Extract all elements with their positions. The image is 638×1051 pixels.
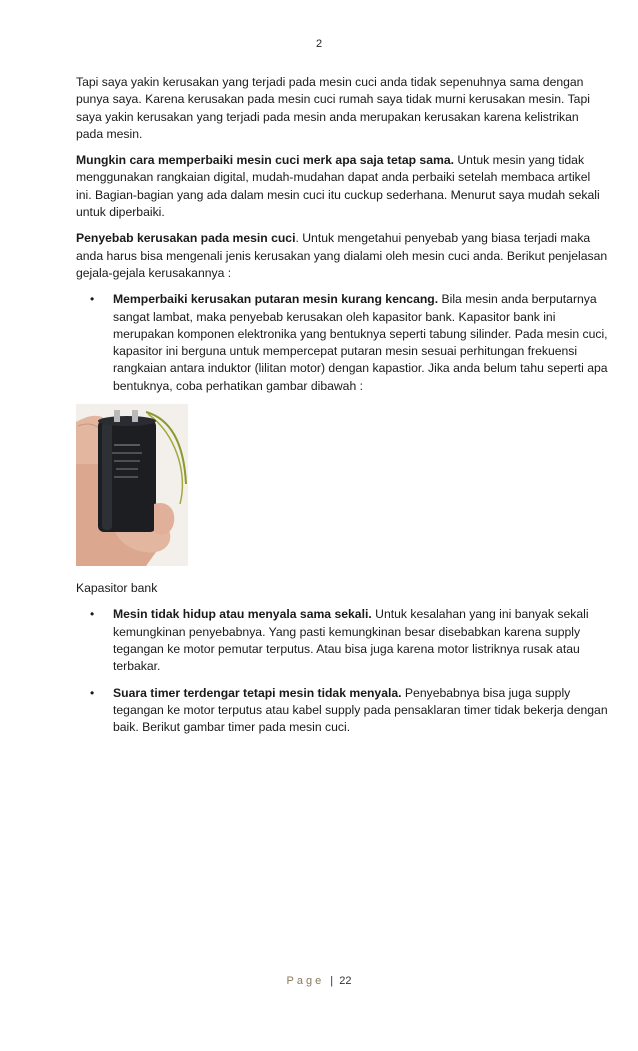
paragraph-3 [76,230,608,282]
header-page-number: 2 [315,38,323,50]
paragraph-2-bold: Mungkin cara memperbaiki mesin cuci merk apa saja tetap sama. [76,153,454,168]
paragraph-2 [76,152,608,221]
paragraph-2-text: Untuk mesin yang tidak menggunakan rangkaian digital, mudah-mudahan dapat anda perbaiki setelah membaca artikel ini. Bagian-bagian yang ada dalam mesin cuci itu cuckup sederhana. Menurut saya mudah sekali untuk diperbaiki. [76,153,600,220]
paragraph-3-text: . Untuk mengetahui penyebab yang biasa terjadi maka anda harus bisa mengenali jenis kerusakan yang dialami oleh mesin cuci anda. Berikut penjelasan gejala-gejala kerusakannya : [76,231,608,280]
list-item-text: Penyebabnya bisa juga supply tegangan ke motor terputus atau kabel supply pada pensaklaran timer tidak bekerja dengan baik. Berikut gambar timer pada mesin cuci. [113,685,608,735]
list-item-bold: Suara timer terdengar tetapi mesin tidak menyala. [113,685,402,700]
page-footer [0,975,638,987]
list-item-text: Untuk kesalahan yang ini banyak sekali kemungkinan penyebabnya. Yang pasti kemungkinan besar disebabkan karena supply tegangan ke motor pemutar terputus. Atau bisa juga karena motor listriknya rusak atau terbakar. [113,607,589,674]
list-item-bold: Memperbaiki kerusakan putaran mesin kurang kencang. [113,292,439,307]
document-body [76,74,608,745]
list-item-bold: Mesin tidak hidup atau menyala sama sekali. [113,607,372,622]
capacitor-photo [76,404,188,566]
bullet-icon: • [90,292,95,307]
list-item [76,685,608,737]
footer-separator: | [330,975,334,987]
figure-caption: Kapasitor bank [76,581,158,596]
footer-page-number: 22 [339,975,352,987]
bullet-list-1 [76,291,608,395]
bullet-list-2 [76,606,608,736]
list-item-text: Bila mesin anda berputarnya sangat lambat, maka penyebab kerusakan oleh kapasitor bank. Kapasitor bank ini merupakan komponen elektronika yang bentuknya seperti tabung silinder. Pada mesin cuci, kapasitor ini berguna untuk mempercepat putaran mesin sesuai perhitungan frekuensi rangkaian antara induktor (lilitan motor) dengan kapastior. Jika anda belum tahu seperti apa bentuknya, coba perhatikan gambar dibawah : [113,292,608,393]
paragraph-3-bold: Penyebab kerusakan pada mesin cuci [76,231,296,246]
bullet-icon: • [90,685,95,700]
list-item [76,291,608,395]
capacitor-image [76,404,188,566]
bullet-icon: • [90,607,95,622]
paragraph-1: Tapi saya yakin kerusakan yang terjadi pada mesin cuci anda tidak sepenuhnya sama dengan punya saya. Karena kerusakan pada mesin cuci rumah saya tidak murni kerusakan mesin. Tapi saya yakin kerusakan yang terjadi pada mesin anda merupakan kerusakan karena kelistrikan pada mesin. [76,75,590,141]
list-item [76,606,608,675]
footer-page-label: Page [286,975,325,987]
